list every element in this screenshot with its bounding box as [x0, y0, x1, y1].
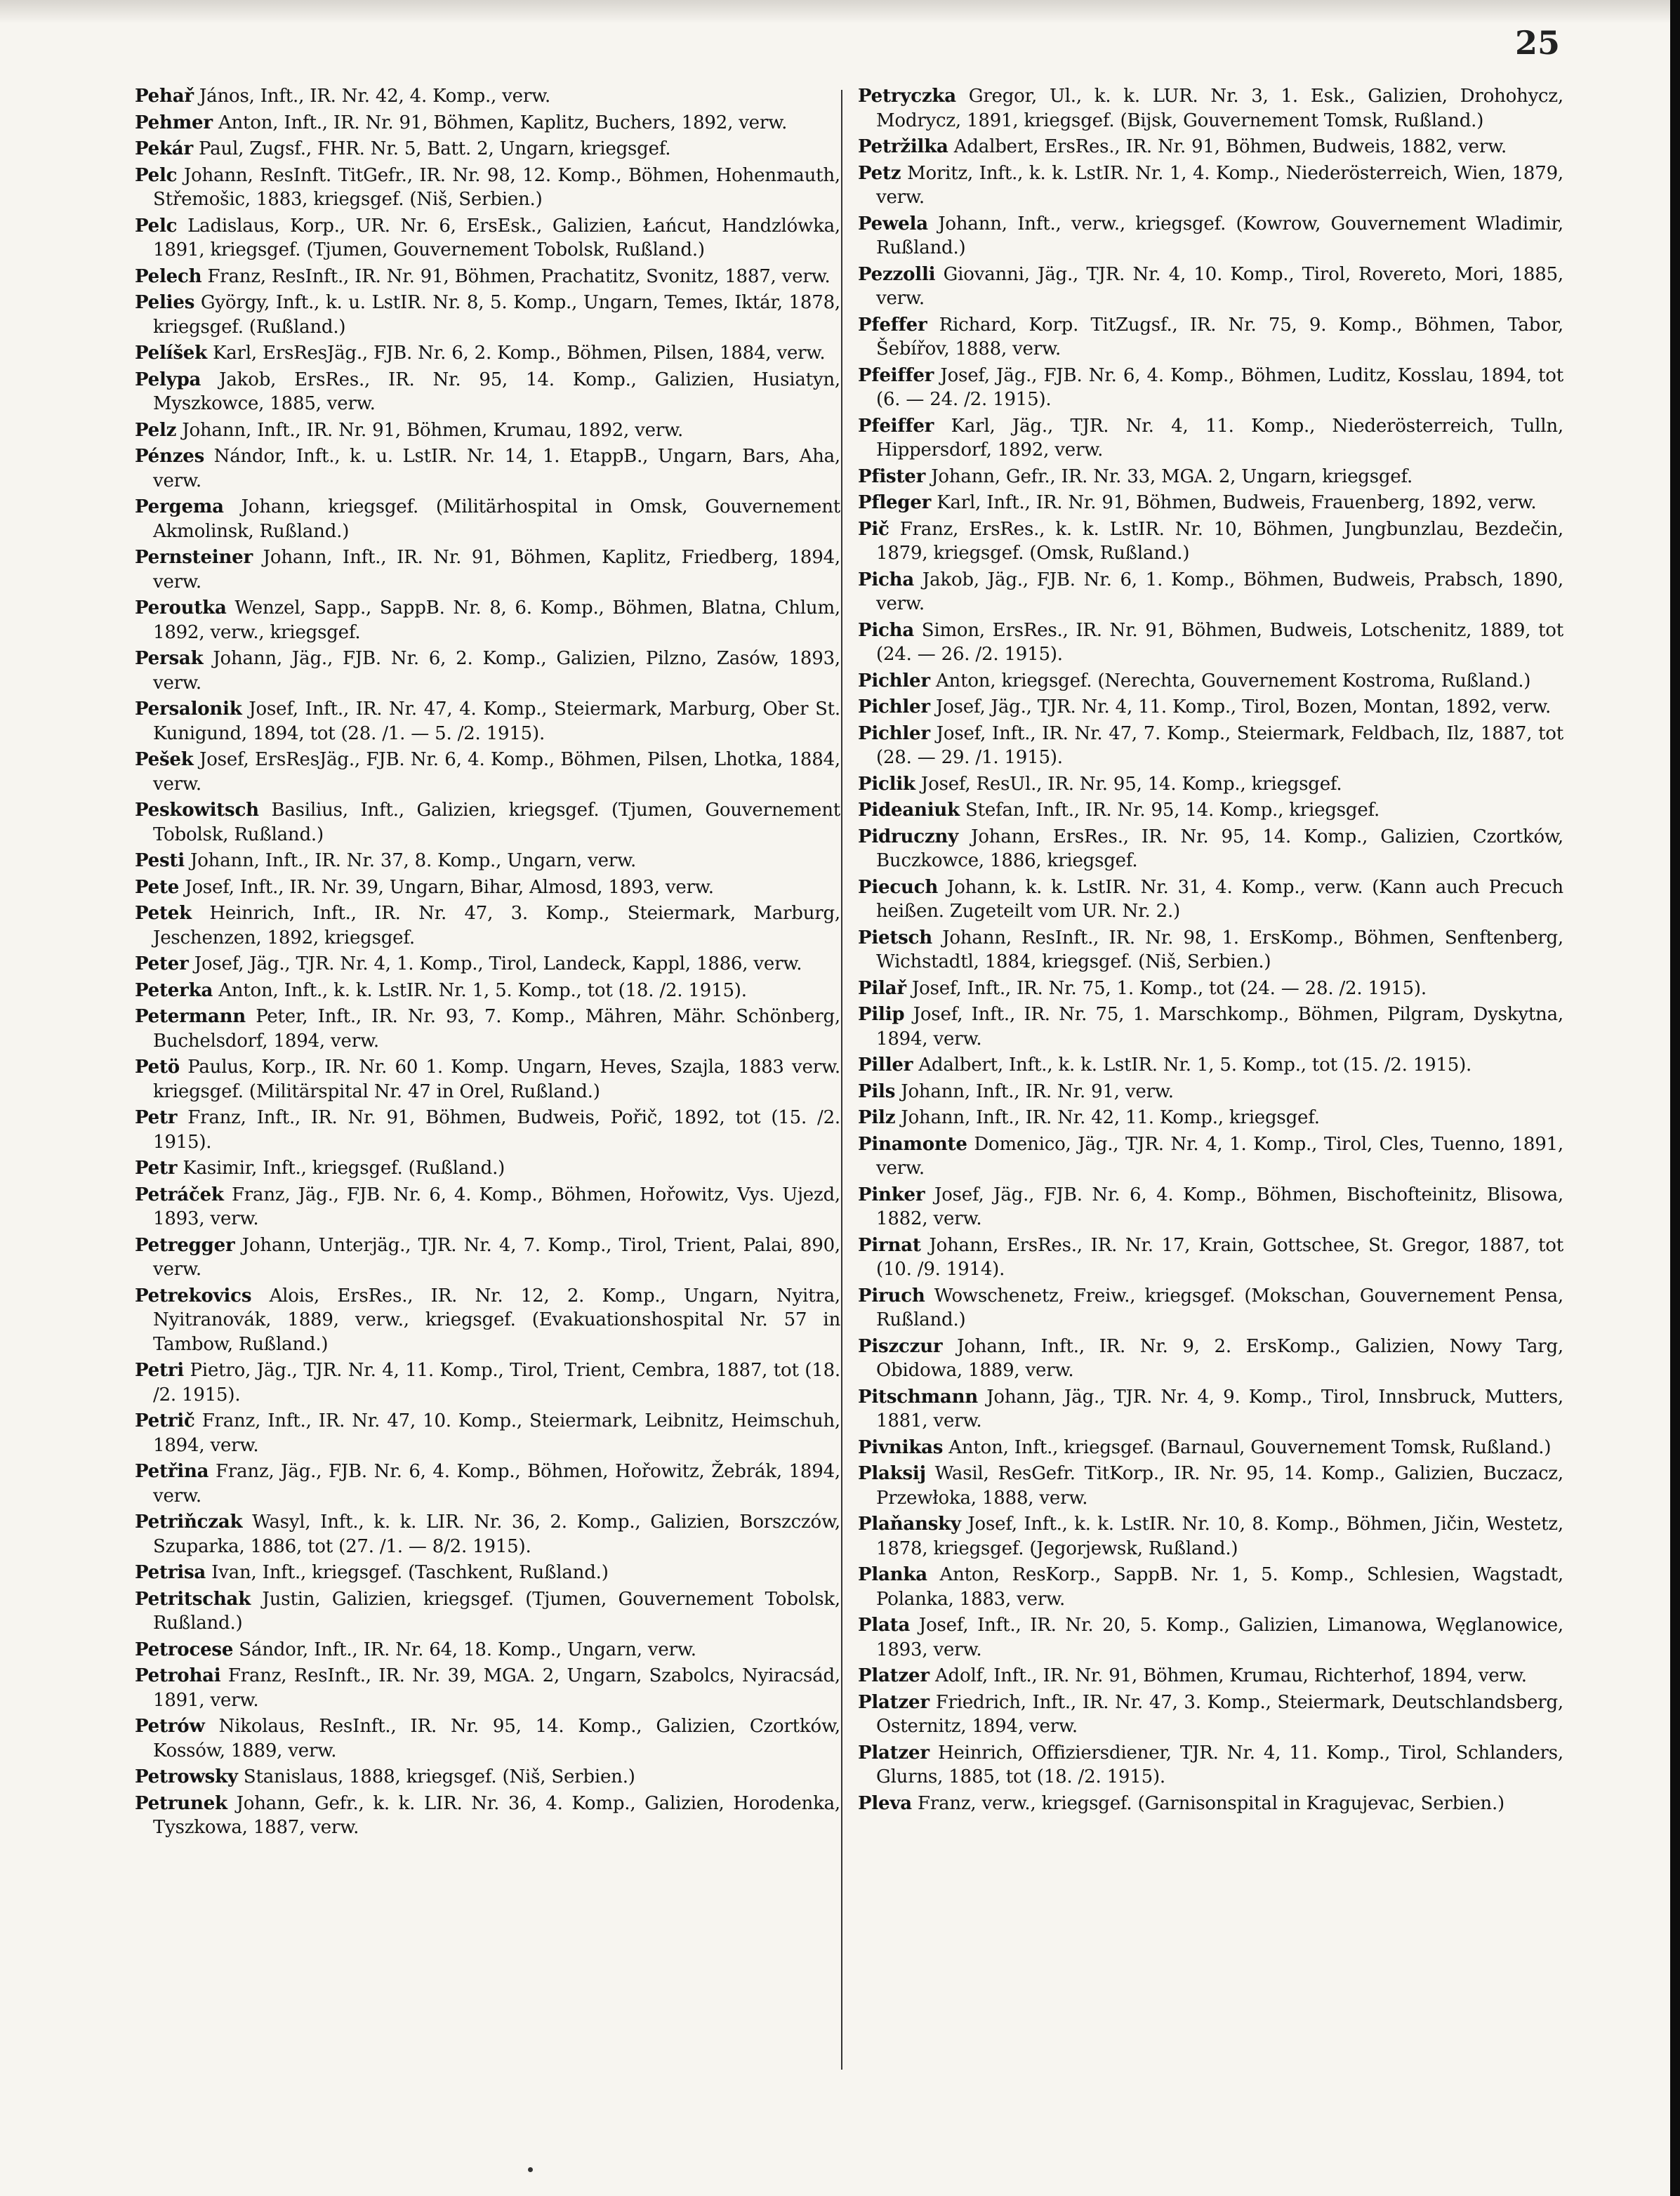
entry-details: János, Inft., IR. Nr. 42, 4. Komp., verw.	[199, 86, 551, 107]
entry-surname: Pietsch	[858, 927, 932, 948]
entry-details: Stanislaus, 1888, kriegsgef. (Niš, Serbien.)	[243, 1766, 635, 1787]
list-item	[135, 495, 840, 543]
list-item	[135, 1183, 840, 1231]
entry-surname: Pfeiffer	[858, 415, 934, 437]
list-item	[135, 1765, 840, 1790]
list-item	[135, 1587, 840, 1636]
list-item	[858, 1053, 1563, 1078]
entry-details: Franz, Inft., IR. Nr. 47, 10. Komp., Steiermark, Leibnitz, Heimschuh, 1894, verw.	[153, 1410, 840, 1456]
list-item	[858, 1436, 1563, 1460]
list-item	[858, 568, 1563, 616]
list-item	[858, 364, 1563, 412]
left-column	[135, 84, 840, 1842]
entry-details: Justin, Galizien, kriegsgef. (Tjumen, Gouvernement Tobolsk, Rußland.)	[153, 1588, 840, 1634]
entry-surname: Pezzolli	[858, 263, 936, 285]
entry-surname: Pitschmann	[858, 1386, 978, 1408]
entry-surname: Petermann	[135, 1006, 246, 1027]
entry-surname: Pete	[135, 876, 180, 898]
entry-details: Johann, Inft., IR. Nr. 37, 8. Komp., Ungarn, verw.	[190, 850, 637, 871]
entry-details: Johann, ErsRes., IR. Nr. 95, 14. Komp., Galizien, Czortków, Buczkowce, 1886, kriegsgef.	[876, 826, 1563, 871]
entry-details: Johann, ResInft., IR. Nr. 98, 1. ErsKomp., Böhmen, Senftenberg, Wichstadtl, 1884, kriegsgef. (Niš, Serbien.)	[876, 927, 1563, 972]
list-item	[858, 798, 1563, 823]
entry-surname: Pesti	[135, 850, 185, 871]
entry-details: Adolf, Inft., IR. Nr. 91, Böhmen, Krumau, Richterhof, 1894, verw.	[934, 1665, 1527, 1686]
entry-surname: Peskowitsch	[135, 800, 259, 821]
list-item	[135, 1638, 840, 1662]
entry-details: Johann, Jäg., TJR. Nr. 4, 9. Komp., Tirol, Innsbruck, Mutters, 1881, verw.	[876, 1386, 1563, 1431]
entry-details: Anton, ResKorp., SappB. Nr. 1, 5. Komp., Schlesien, Wagstadt, Polanka, 1883, verw.	[876, 1564, 1563, 1610]
list-item	[135, 111, 840, 135]
entry-details: Alois, ErsRes., IR. Nr. 12, 2. Komp., Ungarn, Nyitra, Nyitranovák, 1889, verw., kriegsgef. (Evakuationshospital Nr. 57 in Tambow, Rußland.)	[153, 1285, 840, 1355]
entry-surname: Pleva	[858, 1792, 912, 1814]
entry-details: Johann, kriegsgef. (Militärhospital in Omsk, Gouvernement Akmolinsk, Rußland.)	[153, 496, 840, 542]
entry-details: Wasyl, Inft., k. k. LIR. Nr. 36, 2. Komp., Galizien, Borszczów, Szuparka, 1886, tot (27. /1. — 8/2. 1915).	[153, 1512, 840, 1557]
list-item	[135, 1561, 840, 1585]
entry-surname: Platzer	[858, 1691, 930, 1713]
entry-details: Josef, Inft., k. k. LstIR. Nr. 10, 8. Komp., Böhmen, Jičin, Westetz, 1878, kriegsgef. (Jegorjewsk, Rußland.)	[876, 1514, 1563, 1559]
entry-details: Josef, Jäg., TJR. Nr. 4, 11. Komp., Tirol, Bozen, Montan, 1892, verw.	[935, 696, 1552, 717]
entry-details: Paul, Zugsf., FHR. Nr. 5, Batt. 2, Ungarn, kriegsgef.	[199, 138, 671, 159]
entry-details: Johann, Inft., IR. Nr. 9, 2. ErsKomp., Galizien, Nowy Targ, Obidowa, 1889, verw.	[876, 1335, 1563, 1381]
entry-details: Johann, Gefr., k. k. LIR. Nr. 36, 4. Komp., Galizien, Horodenka, Tyszkowa, 1887, verw.	[153, 1792, 840, 1838]
entry-surname: Pelz	[135, 419, 177, 441]
entry-details: Josef, ResUl., IR. Nr. 95, 14. Komp., kriegsgef.	[920, 773, 1342, 795]
entry-surname: Pichler	[858, 722, 930, 744]
list-item	[858, 825, 1563, 873]
entry-details: Moritz, Inft., k. k. LstIR. Nr. 1, 4. Komp., Niederösterreich, Wien, 1879, verw.	[876, 162, 1563, 208]
entry-details: Johann, Unterjäg., TJR. Nr. 4, 7. Komp., Tirol, Trient, Palai, 890, verw.	[153, 1234, 840, 1280]
entry-details: Jakob, ErsRes., IR. Nr. 95, 14. Komp., Galizien, Husiatyn, Myszkowce, 1885, verw.	[153, 369, 840, 414]
entry-surname: Pehař	[135, 86, 194, 107]
list-item	[858, 1183, 1563, 1231]
entry-details: Johann, ErsRes., IR. Nr. 17, Krain, Gottschee, St. Gregor, 1887, tot (10. /9. 1914).	[876, 1234, 1563, 1280]
list-item	[135, 545, 840, 594]
list-item	[858, 1335, 1563, 1383]
entry-details: Franz, Jäg., FJB. Nr. 6, 4. Komp., Böhmen, Hořowitz, Vys. Ujezd, 1893, verw.	[153, 1184, 840, 1229]
entry-surname: Petr	[135, 1107, 178, 1128]
entry-surname: Pilz	[858, 1107, 896, 1128]
list-item	[858, 313, 1563, 362]
list-item	[135, 137, 840, 161]
entry-surname: Pivnikas	[858, 1436, 944, 1458]
page-speck	[528, 2167, 533, 2172]
column-divider	[841, 90, 842, 2070]
entry-surname: Peter	[135, 953, 189, 974]
entry-surname: Pichler	[858, 696, 930, 717]
list-item	[135, 164, 840, 212]
entry-surname: Pirnat	[858, 1234, 921, 1256]
list-item	[135, 1055, 840, 1104]
entry-details: Stefan, Inft., IR. Nr. 95, 14. Komp., kriegsgef.	[965, 800, 1380, 821]
entry-details: Anton, Inft., k. k. LstIR. Nr. 1, 5. Komp., tot (18. /2. 1915).	[218, 979, 747, 1001]
list-item	[135, 849, 840, 873]
entry-surname: Planka	[858, 1564, 927, 1585]
list-item	[858, 1385, 1563, 1434]
list-item	[858, 1080, 1563, 1104]
entry-details: Heinrich, Offiziersdiener, TJR. Nr. 4, 11. Komp., Tirol, Schlanders, Glurns, 1885, tot (18. /2. 1915).	[876, 1742, 1563, 1787]
entry-surname: Plaňansky	[858, 1514, 961, 1535]
entry-details: Wenzel, Sapp., SappB. Nr. 8, 6. Komp., Böhmen, Blatna, Chlum, 1892, verw., kriegsgef.	[153, 597, 840, 643]
entry-details: Pietro, Jäg., TJR. Nr. 4, 11. Komp., Tirol, Trient, Cembra, 1887, tot (18. /2. 1915).	[153, 1360, 840, 1405]
entry-details: Ivan, Inft., kriegsgef. (Taschkent, Rußland.)	[211, 1562, 609, 1583]
entry-surname: Platzer	[858, 1665, 930, 1686]
entry-surname: Pelech	[135, 265, 202, 287]
entry-details: György, Inft., k. u. LstIR. Nr. 8, 5. Komp., Ungarn, Temes, Iktár, 1878, kriegsgef. (Rußland.)	[153, 292, 840, 338]
entry-details: Josef, Jäg., TJR. Nr. 4, 1. Komp., Tirol, Landeck, Kappl, 1886, verw.	[194, 953, 802, 974]
list-item	[135, 1233, 840, 1282]
list-item	[135, 1510, 840, 1559]
list-item	[858, 1512, 1563, 1561]
entry-surname: Peterka	[135, 979, 213, 1001]
list-item	[135, 444, 840, 493]
list-item	[135, 647, 840, 695]
entry-surname: Petržilka	[858, 136, 948, 157]
entry-surname: Pernsteiner	[135, 547, 253, 568]
entry-surname: Pekár	[135, 138, 193, 159]
list-item	[858, 1003, 1563, 1051]
entry-details: Johann, Inft., verw., kriegsgef. (Kowrow, Gouvernement Wladimir, Rußland.)	[876, 213, 1563, 258]
entry-details: Josef, Inft., IR. Nr. 47, 7. Komp., Steiermark, Feldbach, Ilz, 1887, tot (28. — 29. /1. 1915).	[876, 722, 1563, 768]
list-item	[135, 979, 840, 1003]
entry-surname: Pichler	[858, 670, 930, 692]
list-item	[858, 1106, 1563, 1130]
entry-details: Johann, Inft., IR. Nr. 91, Böhmen, Kaplitz, Friedberg, 1894, verw.	[153, 547, 840, 593]
list-item	[858, 875, 1563, 924]
entry-surname: Petr	[135, 1158, 178, 1179]
entry-surname: Pilař	[858, 977, 906, 999]
entry-details: Johann, Inft., IR. Nr. 91, verw.	[901, 1080, 1174, 1102]
list-item	[135, 1714, 840, 1763]
entry-surname: Petriňczak	[135, 1512, 243, 1533]
entry-details: Johann, Inft., IR. Nr. 91, Böhmen, Krumau, 1892, verw.	[182, 419, 684, 441]
list-item	[858, 414, 1563, 463]
entry-surname: Petrowsky	[135, 1766, 238, 1787]
entry-surname: Pelc	[135, 164, 178, 186]
entry-details: Josef, Inft., IR. Nr. 47, 4. Komp., Steiermark, Marburg, Ober St. Kunigund, 1894, tot (28. /1. — 5. /2. 1915).	[153, 699, 840, 744]
entry-surname: Picha	[858, 619, 915, 641]
entry-surname: Petrekovics	[135, 1285, 252, 1307]
entry-surname: Piruch	[858, 1285, 925, 1307]
list-item	[858, 926, 1563, 974]
list-item	[858, 161, 1563, 210]
entry-surname: Pfleger	[858, 492, 932, 513]
entry-surname: Pič	[858, 518, 889, 540]
list-item	[858, 695, 1563, 720]
entry-details: Karl, Inft., IR. Nr. 91, Böhmen, Budweis, Frauenberg, 1892, verw.	[937, 492, 1537, 513]
entry-surname: Petz	[858, 162, 901, 184]
entry-details: Basilius, Inft., Galizien, kriegsgef. (Tjumen, Gouvernement Tobolsk, Rußland.)	[153, 800, 840, 845]
list-item	[858, 1563, 1563, 1611]
entry-surname: Petrič	[135, 1410, 195, 1431]
entry-details: Franz, Jäg., FJB. Nr. 6, 4. Komp., Böhmen, Hořowitz, Žebrák, 1894, verw.	[153, 1461, 840, 1507]
entry-details: Johann, ResInft. TitGefr., IR. Nr. 98, 12. Komp., Böhmen, Hohenmauth, Střemošic, 1883, kriegsgef. (Niš, Serbien.)	[153, 164, 840, 210]
entry-details: Ladislaus, Korp., UR. Nr. 6, ErsEsk., Galizien, Łańcut, Handzlówka, 1891, kriegsgef. (Tjumen, Gouvernement Tobolsk, Rußland.)	[153, 215, 840, 260]
right-column	[858, 84, 1563, 1818]
entry-surname: Pelypa	[135, 369, 201, 390]
entry-details: Franz, Inft., IR. Nr. 91, Böhmen, Budweis, Pořič, 1892, tot (15. /2. 1915).	[153, 1107, 840, 1153]
entry-details: Johann, Inft., IR. Nr. 42, 11. Komp., kriegsgef.	[901, 1107, 1320, 1128]
entry-details: Josef, Jäg., FJB. Nr. 6, 4. Komp., Böhmen, Luditz, Kosslau, 1894, tot (6. — 24. /2. 1915).	[876, 364, 1563, 410]
entry-surname: Petryczka	[858, 86, 956, 107]
list-item	[135, 1156, 840, 1181]
entry-details: Adalbert, Inft., k. k. LstIR. Nr. 1, 5. Komp., tot (15. /2. 1915).	[918, 1054, 1472, 1076]
entry-details: Johann, Gefr., IR. Nr. 33, MGA. 2, Ungarn, kriegsgef.	[931, 465, 1413, 487]
entry-surname: Pils	[858, 1080, 896, 1102]
list-item	[858, 84, 1563, 133]
scan-shadow	[0, 0, 1670, 24]
entry-surname: Petek	[135, 903, 192, 924]
entry-surname: Petrisa	[135, 1562, 206, 1583]
entry-surname: Pergema	[135, 496, 224, 517]
entry-details: Nándor, Inft., k. u. LstIR. Nr. 14, 1. EtappB., Ungarn, Bars, Aha, verw.	[153, 446, 840, 491]
list-item	[135, 418, 840, 443]
list-item	[858, 1741, 1563, 1790]
entry-details: Jakob, Jäg., FJB. Nr. 6, 1. Komp., Böhmen, Budweis, Prabsch, 1890, verw.	[876, 569, 1563, 614]
entry-details: Paulus, Korp., IR. Nr. 60 1. Komp. Ungarn, Heves, Szajla, 1883 verw. kriegsgef. (Militärspital Nr. 47 in Orel, Rußland.)	[153, 1057, 840, 1102]
entry-details: Josef, Inft., IR. Nr. 75, 1. Marschkomp., Böhmen, Pilgram, Dyskytna, 1894, verw.	[876, 1004, 1563, 1050]
list-item	[135, 952, 840, 977]
list-item	[858, 977, 1563, 1001]
entry-details: Sándor, Inft., IR. Nr. 64, 18. Komp., Ungarn, verw.	[239, 1639, 696, 1660]
entry-details: Josef, Jäg., FJB. Nr. 6, 4. Komp., Böhmen, Bischofteinitz, Blisowa, 1882, verw.	[876, 1184, 1563, 1229]
entry-details: Domenico, Jäg., TJR. Nr. 4, 1. Komp., Tirol, Cles, Tuenno, 1891, verw.	[876, 1133, 1563, 1179]
list-item	[135, 875, 840, 900]
list-item	[135, 84, 840, 109]
list-item	[858, 722, 1563, 770]
list-item	[858, 465, 1563, 489]
list-item	[858, 263, 1563, 311]
list-item	[135, 1409, 840, 1457]
list-item	[858, 1691, 1563, 1739]
list-item	[135, 341, 840, 366]
entry-details: Giovanni, Jäg., TJR. Nr. 4, 10. Komp., Tirol, Rovereto, Mori, 1885, verw.	[876, 263, 1563, 309]
list-item	[858, 1284, 1563, 1332]
entry-surname: Picha	[858, 569, 915, 590]
entry-surname: Pelies	[135, 292, 195, 313]
entry-surname: Pidruczny	[858, 826, 959, 847]
entry-details: Josef, Inft., IR. Nr. 39, Ungarn, Bihar, Almosd, 1893, verw.	[185, 876, 714, 898]
entry-details: Anton, Inft., kriegsgef. (Barnaul, Gouvernement Tomsk, Rußland.)	[948, 1436, 1552, 1458]
list-item	[135, 1664, 840, 1712]
entry-details: Adalbert, ErsRes., IR. Nr. 91, Böhmen, Budweis, 1882, verw.	[953, 136, 1507, 157]
entry-surname: Pfeiffer	[858, 364, 934, 386]
entry-surname: Petrunek	[135, 1792, 227, 1814]
entry-surname: Petregger	[135, 1234, 235, 1256]
entry-details: Karl, ErsResJäg., FJB. Nr. 6, 2. Komp., Böhmen, Pilsen, 1884, verw.	[213, 343, 826, 364]
entry-details: Franz, verw., kriegsgef. (Garnisonspital in Kragujevac, Serbien.)	[918, 1792, 1504, 1814]
entry-details: Gregor, Ul., k. k. LUR. Nr. 3, 1. Esk., Galizien, Drohohycz, Modrycz, 1891, kriegsgef. (Bijsk, Gouvernement Tomsk, Rußland.)	[876, 86, 1563, 131]
entry-surname: Petri	[135, 1360, 184, 1381]
entry-surname: Peroutka	[135, 597, 227, 619]
entry-details: Anton, kriegsgef. (Nerechta, Gouvernement Kostroma, Rußland.)	[935, 670, 1531, 692]
list-item	[858, 619, 1563, 667]
entry-details: Josef, ErsResJäg., FJB. Nr. 6, 4. Komp., Böhmen, Pilsen, Lhotka, 1884, verw.	[153, 749, 840, 795]
list-item	[135, 1284, 840, 1357]
list-item	[135, 748, 840, 796]
list-item	[858, 772, 1563, 797]
list-item	[858, 1233, 1563, 1282]
entry-details: Friedrich, Inft., IR. Nr. 47, 3. Komp., Steiermark, Deutschlandsberg, Osternitz, 1894, verw.	[876, 1691, 1563, 1737]
entry-surname: Persak	[135, 648, 204, 669]
entry-details: Karl, Jäg., TJR. Nr. 4, 11. Komp., Niederösterreich, Tulln, Hippersdorf, 1892, verw.	[876, 415, 1563, 461]
list-item	[858, 491, 1563, 515]
entry-surname: Pfister	[858, 465, 926, 487]
entry-details: Peter, Inft., IR. Nr. 93, 7. Komp., Mähren, Mähr. Schönberg, Buchelsdorf, 1894, verw.	[153, 1006, 840, 1052]
list-item	[858, 212, 1563, 260]
entry-surname: Petrów	[135, 1716, 205, 1737]
entry-details: Simon, ErsRes., IR. Nr. 91, Böhmen, Budweis, Lotschenitz, 1889, tot (24. — 26. /2. 1915).	[876, 619, 1563, 665]
entry-details: Johann, k. k. LstIR. Nr. 31, 4. Komp., verw. (Kann auch Precuch heißen. Zugeteilt vom UR. Nr. 2.)	[876, 876, 1563, 922]
list-item	[858, 1132, 1563, 1181]
list-item	[135, 214, 840, 263]
entry-surname: Pilip	[858, 1004, 905, 1025]
entry-surname: Pideaniuk	[858, 800, 960, 821]
entry-details: Josef, Inft., IR. Nr. 20, 5. Komp., Galizien, Limanowa, Węglanowice, 1893, verw.	[876, 1615, 1563, 1660]
entry-surname: Platzer	[858, 1742, 930, 1764]
entry-surname: Pinker	[858, 1184, 925, 1205]
list-item	[858, 1613, 1563, 1662]
entry-surname: Pfeffer	[858, 314, 927, 336]
list-item	[135, 798, 840, 847]
list-item	[135, 1005, 840, 1053]
entry-surname: Piszczur	[858, 1335, 943, 1357]
entry-surname: Pénzes	[135, 446, 205, 467]
list-item	[858, 669, 1563, 694]
list-item	[858, 1664, 1563, 1688]
entry-surname: Persalonik	[135, 699, 242, 720]
list-item	[135, 1792, 840, 1840]
list-item	[135, 265, 840, 289]
list-item	[858, 1792, 1563, 1816]
entry-details: Richard, Korp. TitZugsf., IR. Nr. 75, 9. Komp., Böhmen, Tabor, Šebířov, 1888, verw.	[876, 314, 1563, 359]
entry-details: Josef, Inft., IR. Nr. 75, 1. Komp., tot (24. — 28. /2. 1915).	[911, 977, 1427, 999]
entry-surname: Pewela	[858, 213, 928, 234]
list-item	[135, 697, 840, 746]
entry-details: Nikolaus, ResInft., IR. Nr. 95, 14. Komp., Galizien, Czortków, Kossów, 1889, verw.	[153, 1716, 840, 1761]
entry-surname: Pelc	[135, 215, 178, 237]
entry-details: Franz, ResInft., IR. Nr. 39, MGA. 2, Ungarn, Szabolcs, Nyiracsád, 1891, verw.	[153, 1665, 840, 1711]
page-number: 25	[1515, 24, 1561, 62]
entry-surname: Petrocese	[135, 1639, 234, 1660]
entry-surname: Petritschak	[135, 1588, 251, 1610]
entry-details: Johann, Jäg., FJB. Nr. 6, 2. Komp., Galizien, Pilzno, Zasów, 1893, verw.	[153, 648, 840, 694]
list-item	[135, 291, 840, 339]
entry-surname: Petrohai	[135, 1665, 221, 1686]
entry-surname: Piecuch	[858, 876, 939, 898]
entry-details: Wowschenetz, Freiw., kriegsgef. (Mokschan, Gouvernement Pensa, Rußland.)	[876, 1285, 1563, 1330]
entry-details: Franz, ResInft., IR. Nr. 91, Böhmen, Prachatitz, Svonitz, 1887, verw.	[207, 265, 831, 287]
list-item	[135, 368, 840, 416]
entry-surname: Piclik	[858, 773, 915, 795]
entry-surname: Pehmer	[135, 112, 213, 133]
entry-surname: Pešek	[135, 749, 194, 770]
entry-details: Franz, ErsRes., k. k. LstIR. Nr. 10, Böhmen, Jungbunzlau, Bezdečin, 1879, kriegsgef. (Omsk, Rußland.)	[876, 518, 1563, 564]
list-item	[858, 517, 1563, 566]
list-item	[858, 135, 1563, 159]
entry-details: Anton, Inft., IR. Nr. 91, Böhmen, Kaplitz, Buchers, 1892, verw.	[218, 112, 788, 133]
entry-surname: Petö	[135, 1057, 180, 1078]
list-item	[135, 1358, 840, 1407]
list-item	[858, 1462, 1563, 1510]
entry-surname: Plata	[858, 1615, 911, 1636]
entry-surname: Petřina	[135, 1461, 209, 1482]
list-item	[135, 1106, 840, 1154]
scan-edge	[1670, 0, 1680, 2196]
list-item	[135, 1460, 840, 1508]
entry-surname: Pinamonte	[858, 1133, 967, 1155]
entry-details: Heinrich, Inft., IR. Nr. 47, 3. Komp., Steiermark, Marburg, Jeschenzen, 1892, kriegsgef.	[153, 903, 840, 948]
entry-surname: Petráček	[135, 1184, 224, 1205]
list-item	[135, 901, 840, 950]
entry-details: Wasil, ResGefr. TitKorp., IR. Nr. 95, 14. Komp., Galizien, Buczacz, Przewłoka, 1888, verw.	[876, 1463, 1563, 1509]
entry-details: Kasimir, Inft., kriegsgef. (Rußland.)	[183, 1158, 505, 1179]
list-item	[135, 596, 840, 644]
entry-surname: Piller	[858, 1054, 913, 1076]
entry-surname: Plaksij	[858, 1463, 926, 1484]
entry-surname: Pelíšek	[135, 343, 207, 364]
